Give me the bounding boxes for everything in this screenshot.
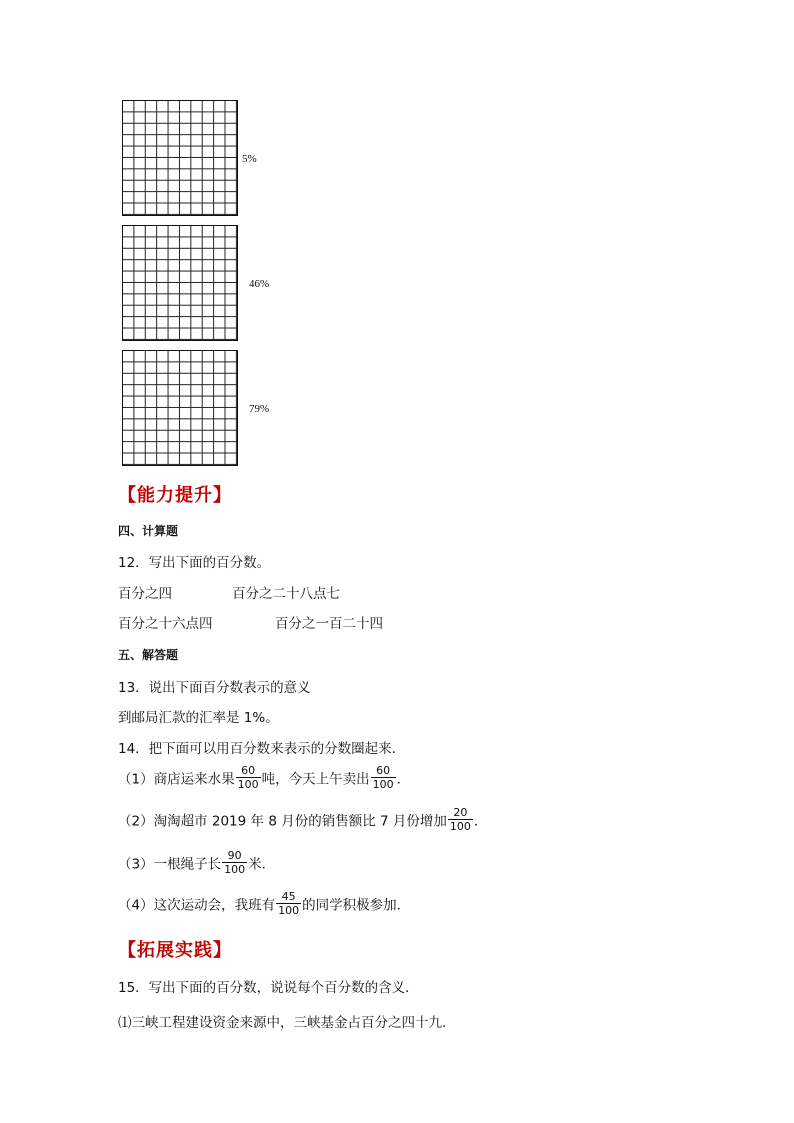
fraction: $\frac{90}{100}$ bbox=[224, 849, 246, 876]
fraction: $\frac{20}{100}$ bbox=[449, 806, 471, 833]
section-heading-extend: 【拓展实践】 bbox=[118, 940, 232, 961]
q14-item-3: （3）一根绳子长 $\frac{90}{100}$ 米． bbox=[118, 849, 276, 876]
q12-item-2: 百分之二十八点七 bbox=[232, 586, 340, 602]
part-5-title: 五、解答题 bbox=[118, 648, 179, 662]
q15-prompt: 15．写出下面的百分数，说说每个百分数的含义． bbox=[118, 980, 419, 996]
section-heading-ability: 【能力提升】 bbox=[118, 485, 232, 506]
q13-prompt: 13．说出下面百分数表示的意义 bbox=[118, 680, 311, 696]
grid-3-percent-label: 79% bbox=[249, 403, 270, 415]
fraction: $\frac{45}{100}$ bbox=[278, 890, 300, 917]
grid-1-percent-label: 5% bbox=[242, 153, 257, 165]
hundred-grid-3 bbox=[122, 350, 238, 466]
q12-item-1: 百分之四 bbox=[118, 586, 172, 602]
q12-item-4: 百分之一百二十四 bbox=[275, 616, 383, 632]
q15-item-1: ⑴三峡工程建设资金来源中，三峡基金占百分之四十九． bbox=[118, 1015, 456, 1031]
q13-text: 到邮局汇款的汇率是 1%。 bbox=[118, 710, 279, 726]
part-4-title: 四、计算题 bbox=[118, 524, 179, 538]
q14-item-1: （1）商店运来水果 $\frac{60}{100}$ 吨，今天上午卖出 $\frac{60}{100}$ ． bbox=[118, 764, 411, 791]
fraction: $\frac{60}{100}$ bbox=[372, 764, 394, 791]
q14-item-2: （2）淘淘超市 2019 年 8 月份的销售额比 7 月份增加 $\frac{20}{100}$ ． bbox=[118, 806, 488, 833]
grid-2-percent-label: 46% bbox=[249, 278, 270, 290]
fraction: $\frac{60}{100}$ bbox=[237, 764, 259, 791]
q14-prompt: 14．把下面可以用百分数来表示的分数圈起来． bbox=[118, 741, 406, 757]
q12-item-3: 百分之十六点四 bbox=[118, 616, 213, 632]
hundred-grid-1 bbox=[122, 100, 238, 216]
q12-prompt: 12．写出下面的百分数。 bbox=[118, 555, 271, 571]
hundred-grid-2 bbox=[122, 225, 238, 341]
q14-item-4: （4）这次运动会，我班有 $\frac{45}{100}$ 的同学积极参加． bbox=[118, 890, 411, 917]
